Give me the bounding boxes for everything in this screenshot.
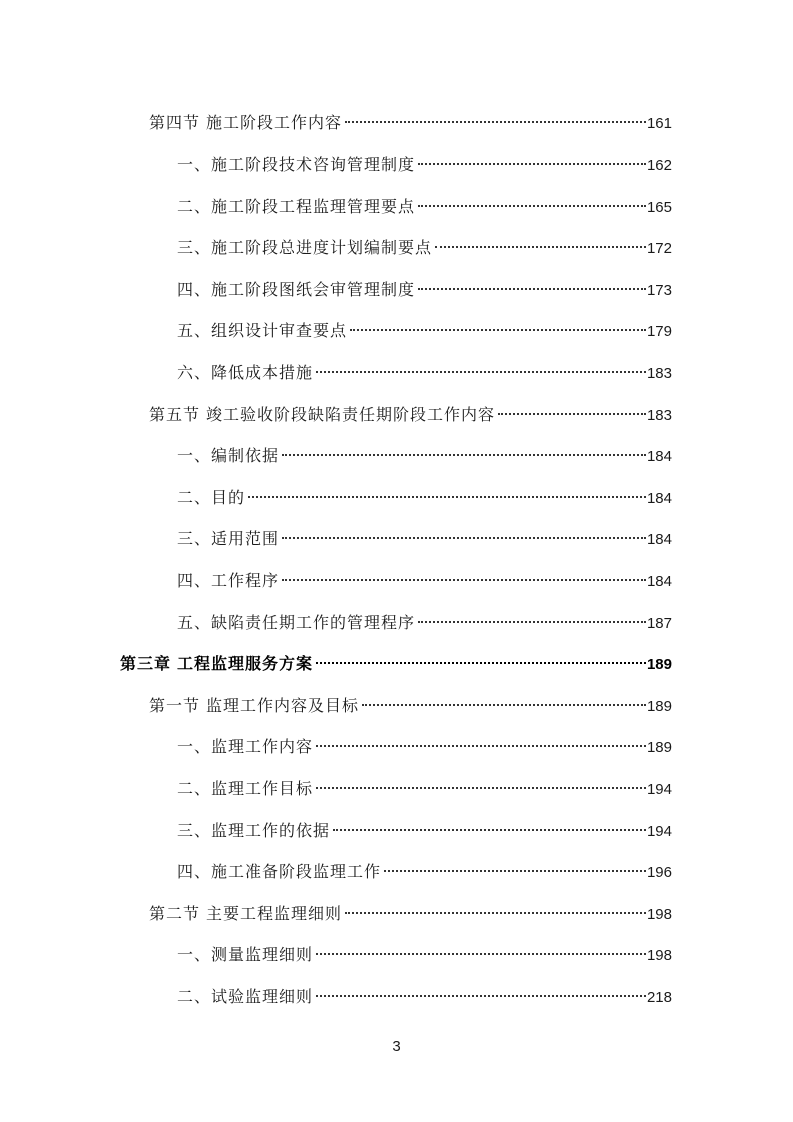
toc-title-text: 编制依据 xyxy=(211,446,280,465)
toc-title-text: 降低成本措施 xyxy=(211,363,314,382)
toc-page-number: 162 xyxy=(646,157,672,174)
toc-title-text: 工程监理服务方案 xyxy=(177,654,314,673)
toc-title xyxy=(177,196,415,218)
toc-title xyxy=(149,903,342,925)
toc-title xyxy=(149,695,359,717)
toc-title-text: 工作程序 xyxy=(211,571,280,590)
toc-entry-item[interactable] xyxy=(177,855,672,881)
toc-prefix: 一、 xyxy=(177,155,212,174)
toc-entry-item[interactable] xyxy=(177,814,672,840)
toc-entry-item[interactable] xyxy=(177,980,672,1006)
toc-title-text: 测量监理细则 xyxy=(211,945,314,964)
toc-page-number: 198 xyxy=(646,906,672,923)
toc-entry-item[interactable] xyxy=(177,356,672,382)
toc-title-text: 主要工程监理细则 xyxy=(206,904,343,923)
toc-page-number: 184 xyxy=(646,448,672,465)
page-number: 3 xyxy=(392,1038,401,1055)
toc-entry-chapter[interactable] xyxy=(120,647,672,673)
toc-page-number: 189 xyxy=(646,656,672,673)
toc-title xyxy=(177,154,415,176)
toc-prefix: 一、 xyxy=(177,446,212,465)
dot-leader xyxy=(316,772,646,794)
dot-leader xyxy=(282,439,646,461)
toc-title-text: 施工准备阶段监理工作 xyxy=(211,862,382,881)
toc-entry-item[interactable] xyxy=(177,231,672,257)
toc-title xyxy=(177,279,415,301)
dot-leader xyxy=(316,980,646,1002)
dot-leader xyxy=(418,606,646,628)
toc-title xyxy=(177,445,279,467)
toc-title xyxy=(149,112,342,134)
toc-title xyxy=(177,362,313,384)
toc-prefix: 一、 xyxy=(177,737,212,756)
toc-title-text: 试验监理细则 xyxy=(211,987,314,1006)
toc-entry-item[interactable] xyxy=(177,730,672,756)
toc-prefix: 五、 xyxy=(177,613,212,632)
dot-leader xyxy=(418,273,646,295)
toc-entry-item[interactable] xyxy=(177,273,672,299)
dot-leader xyxy=(384,855,646,877)
dot-leader xyxy=(345,106,646,128)
toc-page-number: 194 xyxy=(646,823,672,840)
toc-page-number: 189 xyxy=(646,739,672,756)
toc-entry-section[interactable] xyxy=(149,897,672,923)
toc-entry-item[interactable] xyxy=(177,481,672,507)
dot-leader xyxy=(418,148,646,170)
dot-leader xyxy=(498,398,646,420)
toc-title xyxy=(149,404,495,426)
toc-prefix: 一、 xyxy=(177,945,212,964)
toc-title-text: 监理工作内容 xyxy=(211,737,314,756)
dot-leader xyxy=(316,356,646,378)
toc-title-text: 监理工作的依据 xyxy=(211,821,331,840)
toc-title-text: 施工阶段图纸会审管理制度 xyxy=(211,280,416,299)
toc-prefix: 二、 xyxy=(177,987,212,1006)
dot-leader xyxy=(350,314,646,336)
toc-page-number: 184 xyxy=(646,531,672,548)
toc-page-number: 196 xyxy=(646,864,672,881)
toc-page-number: 179 xyxy=(646,323,672,340)
toc-prefix: 第二节 xyxy=(149,904,201,923)
dot-leader xyxy=(316,647,646,669)
toc-page-number: 194 xyxy=(646,781,672,798)
toc-title-text: 目的 xyxy=(211,488,246,507)
toc-page-number: 161 xyxy=(646,115,672,132)
toc-prefix: 第三章 xyxy=(120,654,172,673)
toc-title-text: 监理工作目标 xyxy=(211,779,314,798)
dot-leader xyxy=(333,814,646,836)
toc-page-number: 165 xyxy=(646,199,672,216)
toc-entry-item[interactable] xyxy=(177,439,672,465)
dot-leader xyxy=(282,564,646,586)
toc-entry-item[interactable] xyxy=(177,564,672,590)
toc-entry-item[interactable] xyxy=(177,148,672,174)
dot-leader xyxy=(282,522,646,544)
toc-page-number: 187 xyxy=(646,615,672,632)
toc-prefix: 六、 xyxy=(177,363,212,382)
dot-leader xyxy=(362,689,646,711)
toc-title-text: 施工阶段工作内容 xyxy=(206,113,343,132)
toc-entry-section[interactable] xyxy=(149,689,672,715)
toc-title xyxy=(177,861,381,883)
toc-entry-item[interactable] xyxy=(177,522,672,548)
toc-entry-section[interactable] xyxy=(149,106,672,132)
toc-entry-item[interactable] xyxy=(177,938,672,964)
dot-leader xyxy=(248,481,646,503)
dot-leader xyxy=(316,938,646,960)
toc-page-number: 198 xyxy=(646,947,672,964)
toc-prefix: 四、 xyxy=(177,571,212,590)
toc-page-number: 183 xyxy=(646,407,672,424)
toc-prefix: 二、 xyxy=(177,488,212,507)
toc-prefix: 五、 xyxy=(177,321,212,340)
dot-leader xyxy=(418,190,646,212)
toc-title xyxy=(177,944,313,966)
toc-page-number: 173 xyxy=(646,282,672,299)
toc-prefix: 二、 xyxy=(177,197,212,216)
toc-prefix: 二、 xyxy=(177,779,212,798)
toc-title xyxy=(120,653,313,675)
toc-title-text: 竣工验收阶段缺陷责任期阶段工作内容 xyxy=(206,405,496,424)
toc-prefix: 四、 xyxy=(177,862,212,881)
dot-leader xyxy=(435,231,646,253)
toc-title-text: 施工阶段总进度计划编制要点 xyxy=(211,238,433,257)
toc-title xyxy=(177,528,279,550)
toc-title xyxy=(177,612,415,634)
toc-prefix: 四、 xyxy=(177,280,212,299)
toc-page-number: 218 xyxy=(646,989,672,1006)
toc-page-number: 172 xyxy=(646,240,672,257)
toc-title-text: 组织设计审查要点 xyxy=(211,321,348,340)
toc-prefix: 第五节 xyxy=(149,405,201,424)
toc-prefix: 第四节 xyxy=(149,113,201,132)
toc-entry-item[interactable] xyxy=(177,314,672,340)
toc-title-text: 缺陷责任期工作的管理程序 xyxy=(211,613,416,632)
toc-title-text: 监理工作内容及目标 xyxy=(206,696,360,715)
toc-entry-section[interactable] xyxy=(149,398,672,424)
toc-entry-item[interactable] xyxy=(177,772,672,798)
toc-title-text: 施工阶段技术咨询管理制度 xyxy=(211,155,416,174)
toc-entry-item[interactable] xyxy=(177,606,672,632)
toc-title xyxy=(177,986,313,1008)
toc-page-number: 184 xyxy=(646,573,672,590)
toc-prefix: 三、 xyxy=(177,238,212,257)
dot-leader xyxy=(316,730,646,752)
toc-title xyxy=(177,487,245,509)
toc-page-number: 189 xyxy=(646,698,672,715)
toc-title xyxy=(177,820,330,842)
toc-entry-item[interactable] xyxy=(177,190,672,216)
dot-leader xyxy=(345,897,646,919)
toc-prefix: 三、 xyxy=(177,821,212,840)
toc-title xyxy=(177,570,279,592)
toc-title xyxy=(177,320,347,342)
toc-prefix: 三、 xyxy=(177,529,212,548)
toc-page-number: 184 xyxy=(646,490,672,507)
toc-title xyxy=(177,736,313,758)
toc-prefix: 第一节 xyxy=(149,696,201,715)
toc-title xyxy=(177,778,313,800)
toc-title xyxy=(177,237,432,259)
toc-page-number: 183 xyxy=(646,365,672,382)
toc-title-text: 适用范围 xyxy=(211,529,280,548)
toc-title-text: 施工阶段工程监理管理要点 xyxy=(211,197,416,216)
